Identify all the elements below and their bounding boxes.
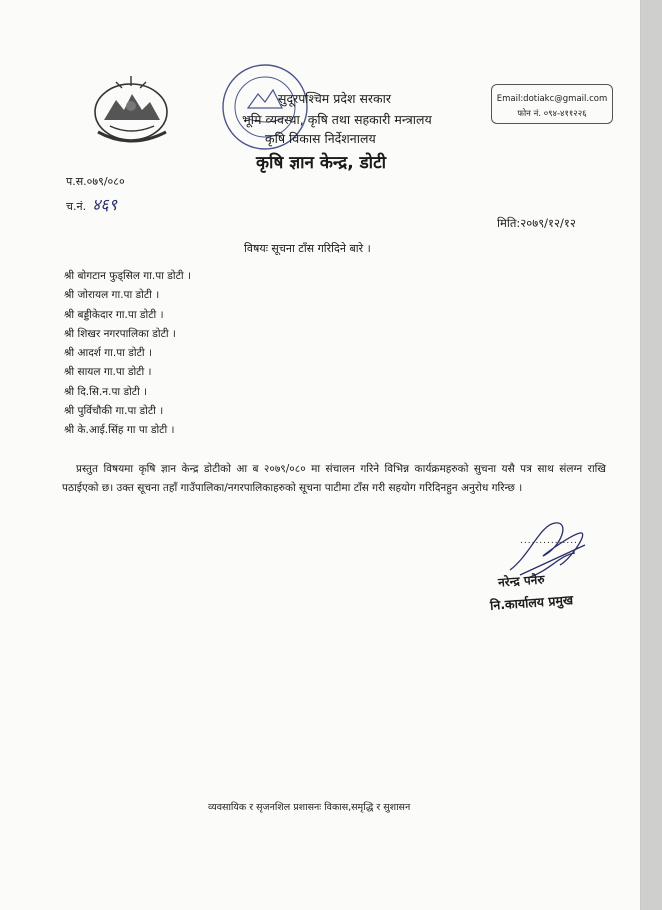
signatory-name: नरेन्द्र पनेरु <box>497 572 545 590</box>
header-province: सुदूरपश्चिम प्रदेश सरकार <box>278 91 391 106</box>
addressee-item: श्री आदर्श गा.पा डोटी । <box>64 347 152 360</box>
reference-ps: प.स.०७९/०८० <box>66 175 125 188</box>
addressee-item: श्री शिखर नगरपालिका डोटी । <box>64 327 176 340</box>
addressee-item: श्री दि.सि.न.पा डोटी । <box>64 385 148 398</box>
reference-cn-value: ४६९ <box>92 195 118 214</box>
reference-cn <box>66 193 117 215</box>
addressee-item: श्री के.आई.सिंह गा पा डोटी । <box>64 424 175 437</box>
reference-cn-label: च.नं. <box>66 200 87 213</box>
letter-body: प्रस्तुत विषयमा कृषि ज्ञान केन्द्र डोटीको आ ब २०७९/०८० मा संचालन गरिने विभिन्न कार्यक्रमहरुको सुचना यसै पत्र साथ संलग्न राखि पठाईएको छ। उक्त सूचना तहाँ गाउँपालिका/नगरपालिकाहरुको सूचना पाटीमा टाँस गरी सहयोग गरिदिनहुन अनुरोध गरिन्छ । <box>62 463 606 494</box>
contact-box <box>491 84 613 124</box>
addressee-item: श्री जोरायल गा.पा डोटी । <box>64 289 160 302</box>
header-directorate: कृषि विकास निर्देशनालय <box>265 131 376 146</box>
letter-subject: विषयः सूचना टाँस गरिदिने बारे । <box>244 242 371 255</box>
addressee-item: श्री बड्डीकेदार गा.पा डोटी । <box>64 308 164 321</box>
contact-phone: फोन नं. ०९४-४११२२६ <box>517 109 587 119</box>
contact-email: Email:dotiakc@gmail.com <box>496 94 608 104</box>
signatory-title: नि.कार्यालय प्रमुख <box>489 592 574 613</box>
footer-slogan: व्यवसायिक र सृजनशिल प्रशासनः विकास,समृद्धि र सुशासन <box>208 802 411 813</box>
nepal-emblem-icon <box>86 70 176 150</box>
scan-edge <box>641 0 662 910</box>
header-ministry: भूमि व्यवस्था, कृषि तथा सहकारी मन्त्रालय <box>242 112 432 127</box>
addressee-list <box>64 267 191 441</box>
addressee-item: श्री पुर्विचौकी गा.पा डोटी । <box>64 405 164 418</box>
signature-line: ............... <box>520 536 578 546</box>
addressee-item: श्री बोगटान फुड्सिल गा.पा डोटी । <box>64 270 191 282</box>
letter-date: मिति:२०७९/१२/१२ <box>497 216 576 230</box>
header-office-name: कृषि ज्ञान केन्द्र, डोटी <box>256 153 387 173</box>
addressee-item: श्री सायल गा.पा डोटी । <box>64 366 152 379</box>
